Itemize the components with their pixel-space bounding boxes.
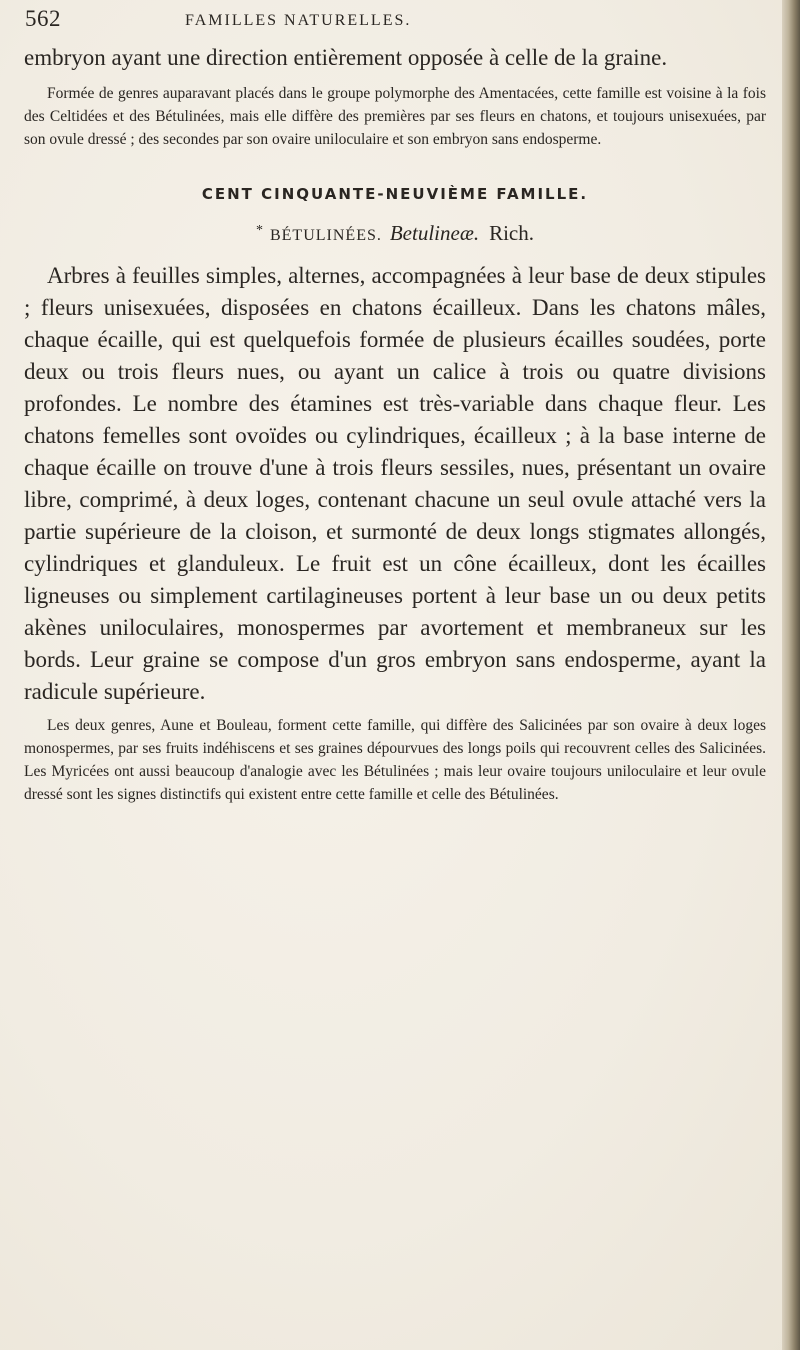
family-description: Arbres à feuilles simples, alternes, accompagnées à leur base de deux stipules ; fleurs unisexuées, disposées en chatons écailleux. Dans les chatons mâles, chaque écaille, qui est quelquefois formée de plusieurs écailles soudées, porte deux ou trois fleurs nues, ou ayant un calice à trois ou quatre divisions profondes. Le nombre des étamines est très-variable dans chaque fleur. Les chatons femelles sont ovoïdes ou cylindriques, écailleux ; à la base interne de chaque écaille on trouve d'une à trois fleurs sessiles, nues, présentant un ovaire libre, comprimé, à deux loges, contenant chacune un seul ovule attaché vers la partie supérieure de la cloison, et surmonté de deux longs stigmates allongés, cylindriques et glanduleux. Le fruit est un cône écailleux, dont les écailles ligneuses ou simplement cartilagineuses portent à leur base un ou deux petits akènes uniloculaires, monospermes par avortement et membraneux sur les bords. Leur graine se compose d'un gros embryon sans endosperme, ayant la radicule supérieure. [24,263,766,704]
page-header [25,6,765,36]
running-head: FAMILLES NATURELLES. [185,12,412,29]
intro-paragraph: embryon ayant une direction entièrement opposée à celle de la graine. [24,45,668,70]
family-name-french: BÉTULINÉES. [269,227,382,244]
page-binding-edge [782,0,800,1350]
family-title: CENT CINQUANTE-NEUVIÈME FAMILLE. [201,185,589,203]
closing-note: Les deux genres, Aune et Bouleau, forment cette famille, qui diffère des Salicinées par son ovaire à deux loges monospermes, par ses fruits indéhiscens et ses graines dépourvues des longs poils qui recouvrent celles des Salicinées. Les Myricées ont aussi beaucoup d'analogie avec les Bétulinées ; mais leur ovaire toujours uniloculaire et leur ovule dressé sont les signes distinctifs qui existent entre cette famille et celle des Bétulinées. [24,717,766,803]
asterisk-mark: * [255,222,264,238]
family-heading [24,221,766,246]
family-name-latin: Betulineæ. [389,221,480,245]
page-number: 562 [25,6,61,31]
family-author: Rich. [489,221,535,245]
page-content [24,42,766,806]
intro-note: Formée de genres auparavant placés dans le groupe polymorphe des Amentacées, cette famille est voisine à la fois des Celtidées et des Bétulinées, mais elle diffère des premières par ses fleurs en chatons, et toujours unisexuées, par son ovule dressé ; des secondes par son ovaire uniloculaire et son embryon sans endosperme. [24,85,766,148]
